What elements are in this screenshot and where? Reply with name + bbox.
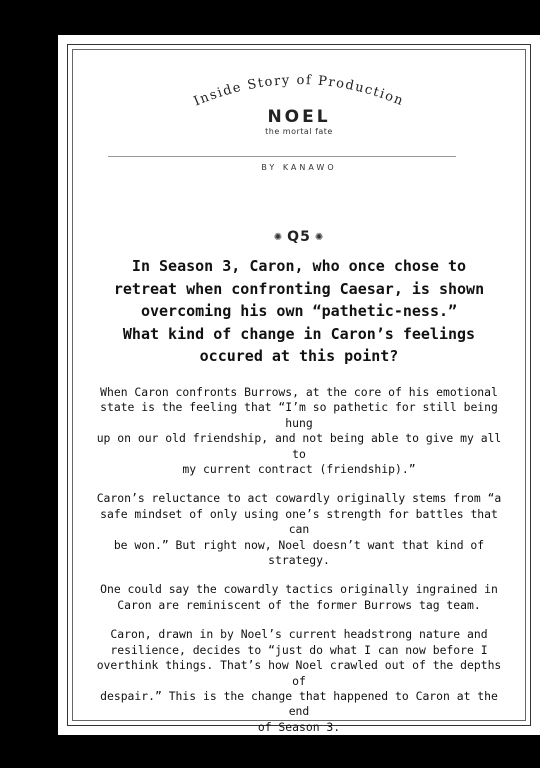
question-text [78,255,520,368]
answer-line: state is the feeling that “I’m so pathetic for still being hung [100,400,498,430]
answer-text [88,385,510,749]
answer-line: One could say the cowardly tactics originally ingrained in [100,582,498,597]
answer-line: When Caron confronts Burrows, at the core of his emotional [100,385,498,399]
answer-line: Caron are reminiscent of the former Burrows tag team. [117,597,481,612]
logo-title: NOEL [267,107,331,127]
question-line: occured at this point? [199,347,399,365]
question-line: In Season 3, Caron, who once chose to [131,257,467,275]
divider [108,156,456,157]
flourish-left-icon: ✺ [273,232,284,243]
answer-line: up on our old friendship, and not being able to give my all to [96,431,502,461]
page [58,35,540,735]
answer-line: Caron, drawn in by Noel’s current headstrong nature and [110,627,488,642]
question-line: What kind of change in Caron’s feelings [122,324,476,343]
answer-paragraph [88,491,510,568]
question-line: overcoming his own “pathetic-ness.” [140,302,458,320]
answer-line: safe mindset of only using one’s strength for battles that can [100,506,498,537]
answer-line: overthink things. That’s how Noel crawled out of the depths of [96,658,502,688]
answer-line: of Season 3. [257,719,341,734]
arc-title: Inside Story of Production [191,72,407,110]
answer-line: resilience, decides to “just do what I can now before I [110,642,488,657]
byline: BY KANAWO [261,163,337,172]
answer-line: despair.” This is the change that happened to Caron at the end [100,688,498,719]
answer-paragraph [88,582,510,613]
question-number-label: Q5 [287,229,311,245]
flourish-right-icon: ✺ [314,232,325,243]
answer-paragraph [88,385,510,477]
answer-paragraph [88,627,510,735]
answer-line: be won.” But right now, Noel doesn’t want that kind of strategy. [113,537,485,568]
question-number [58,229,540,245]
answer-line: Caron’s reluctance to act cowardly originally stems from “a [96,491,502,506]
svg-text:Inside Story of Production [192,73,407,110]
answer-line: my current contract (friendship).” [182,462,416,477]
logo-subtitle: the mortal fate [265,127,333,136]
question-line: retreat when confronting Caesar, is shown [113,279,485,298]
